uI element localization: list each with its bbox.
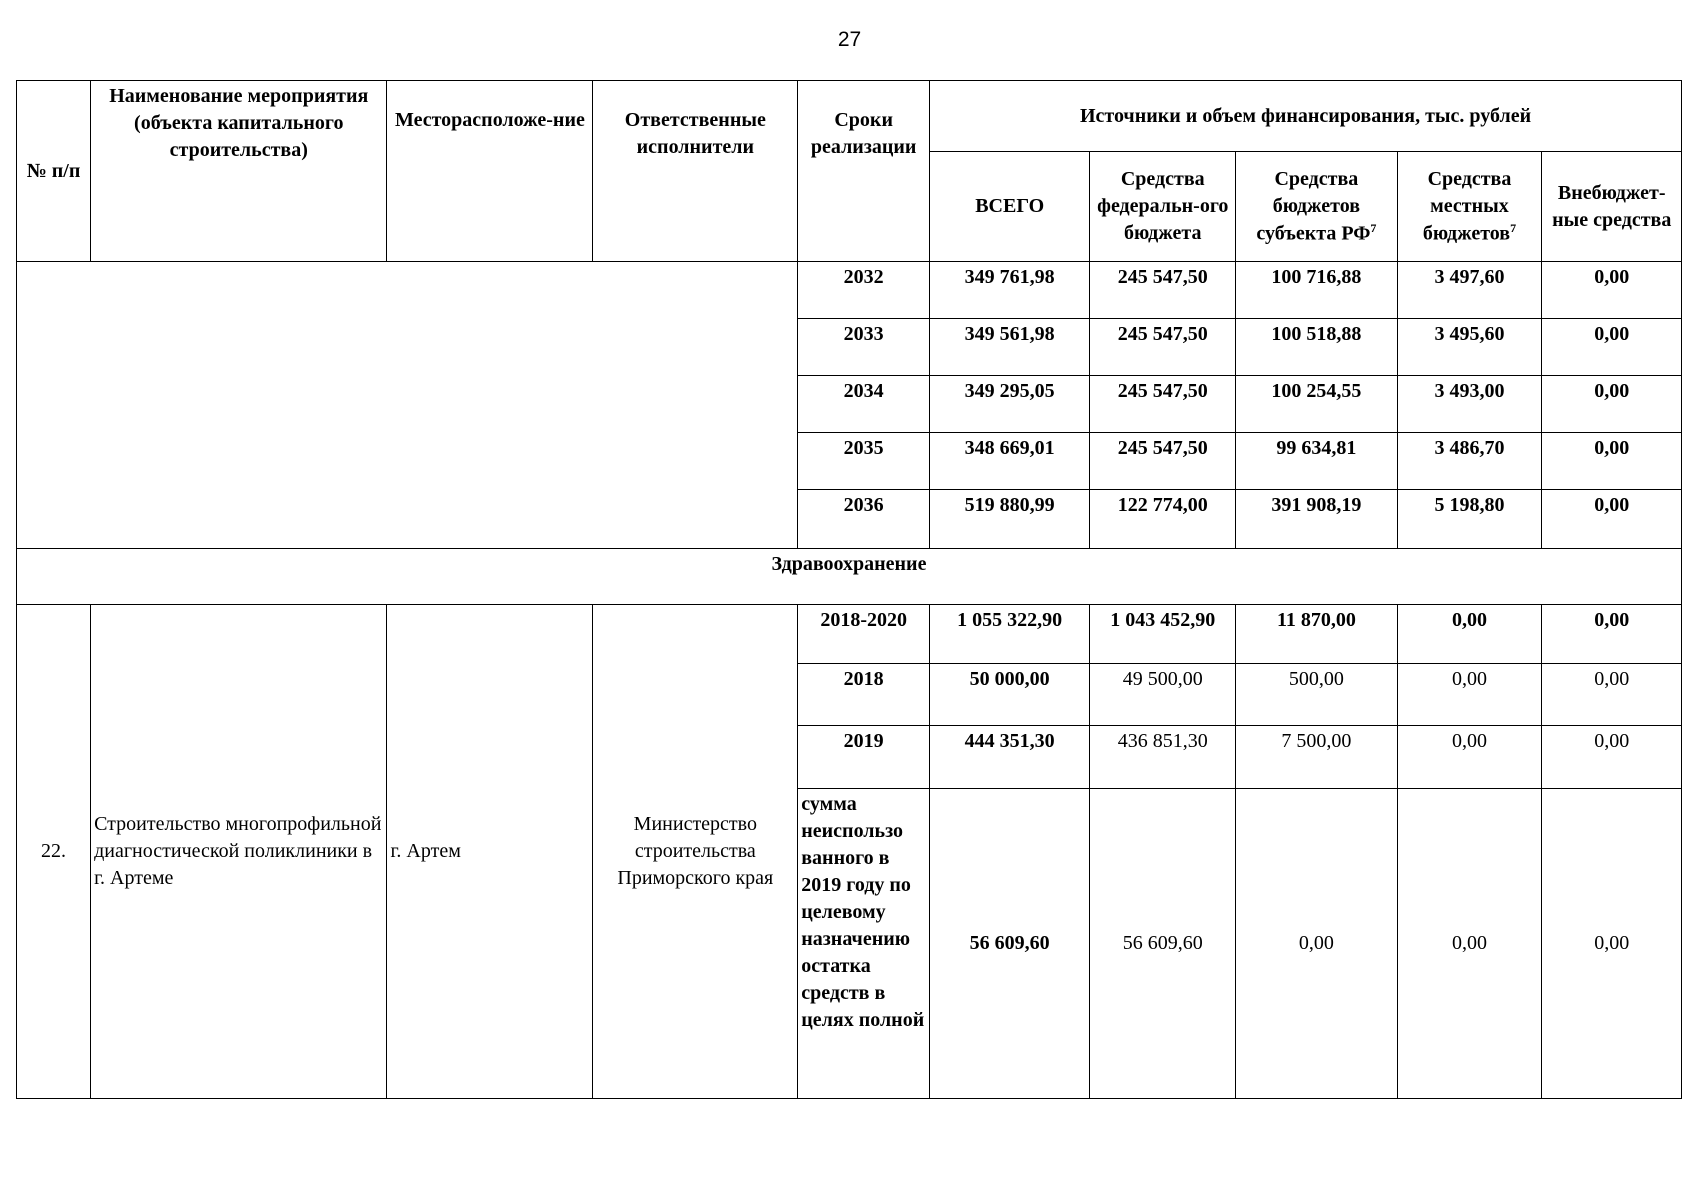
item-name: Строительство многопрофильной диагностической поликлиники в г. Артеме: [91, 605, 387, 1099]
federal-cell: 49 500,00: [1090, 664, 1236, 726]
regional-cell: 500,00: [1236, 664, 1397, 726]
federal-cell: 245 547,50: [1090, 318, 1236, 375]
extra-cell: 0,00: [1542, 262, 1682, 319]
header-period: Сроки реализации: [798, 81, 930, 262]
section-title: Здравоохранение: [17, 548, 1682, 605]
federal-cell: 245 547,50: [1090, 262, 1236, 319]
header-local: Средства местных бюджетов$^7$: [1397, 152, 1542, 262]
item-executor: Министерство строительства Приморского края: [593, 605, 798, 1099]
local-cell: 3 497,60: [1397, 262, 1542, 319]
local-cell: 3 495,60: [1397, 318, 1542, 375]
page-number: 27: [837, 28, 862, 51]
header-federal: Средства федеральн-ого бюджета: [1090, 152, 1236, 262]
total-cell: 444 351,30: [930, 726, 1090, 788]
extra-cell: 0,00: [1542, 664, 1682, 726]
item-number: 22.: [17, 605, 91, 1099]
local-cell: 0,00: [1397, 605, 1542, 664]
header-num: № п/п: [17, 81, 91, 262]
unused-funds-note: сумма неиспользо ванного в 2019 году по целевому назначению остатка средств в целях полной: [798, 788, 930, 1098]
extra-cell: 0,00: [1542, 489, 1682, 548]
year-cell: 2033: [798, 318, 930, 375]
table-row: [17, 262, 1682, 319]
year-cell: 2018: [798, 664, 930, 726]
federal-cell: 56 609,60: [1090, 788, 1236, 1098]
regional-cell: 100 518,88: [1236, 318, 1397, 375]
total-cell: 349 561,98: [930, 318, 1090, 375]
local-cell: 3 493,00: [1397, 375, 1542, 432]
local-cell: 0,00: [1397, 664, 1542, 726]
extra-cell: 0,00: [1542, 375, 1682, 432]
federal-cell: 1 043 452,90: [1090, 605, 1236, 664]
header-extra: Внебюджет-ные средства: [1542, 152, 1682, 262]
regional-cell: 11 870,00: [1236, 605, 1397, 664]
extra-cell: 0,00: [1542, 318, 1682, 375]
regional-cell: 7 500,00: [1236, 726, 1397, 788]
table-row: [17, 605, 1682, 664]
federal-cell: 436 851,30: [1090, 726, 1236, 788]
regional-cell: 391 908,19: [1236, 489, 1397, 548]
extra-cell: 0,00: [1542, 432, 1682, 489]
header-regional: Средства бюджетов субъекта $РФ^7$: [1236, 152, 1397, 262]
total-cell: 349 761,98: [930, 262, 1090, 319]
year-cell: 2035: [798, 432, 930, 489]
extra-cell: 0,00: [1542, 788, 1682, 1098]
regional-cell: 99 634,81: [1236, 432, 1397, 489]
federal-cell: 245 547,50: [1090, 432, 1236, 489]
regional-cell: 100 254,55: [1236, 375, 1397, 432]
local-cell: 0,00: [1397, 726, 1542, 788]
local-cell: 3 486,70: [1397, 432, 1542, 489]
federal-cell: 245 547,50: [1090, 375, 1236, 432]
item-location: г. Артем: [387, 605, 593, 1099]
regional-cell: 0,00: [1236, 788, 1397, 1098]
header-row-1: [17, 81, 1682, 152]
section-row: [17, 548, 1682, 605]
federal-cell: 122 774,00: [1090, 489, 1236, 548]
year-cell: 2034: [798, 375, 930, 432]
local-cell: 0,00: [1397, 788, 1542, 1098]
total-cell: 1 055 322,90: [930, 605, 1090, 664]
year-cell: 2019: [798, 726, 930, 788]
extra-cell: 0,00: [1542, 726, 1682, 788]
year-cell: 2018-2020: [798, 605, 930, 664]
header-total: ВСЕГО: [930, 152, 1090, 262]
regional-cell: 100 716,88: [1236, 262, 1397, 319]
year-cell: 2032: [798, 262, 930, 319]
total-cell: 519 880,99: [930, 489, 1090, 548]
financing-table: [16, 80, 1682, 1099]
continued-merged-cell: [17, 262, 798, 549]
extra-cell: 0,00: [1542, 605, 1682, 664]
local-cell: 5 198,80: [1397, 489, 1542, 548]
header-location: Месторасположе-ние: [387, 81, 593, 262]
header-name: Наименование мероприятия (объекта капитального строительства): [91, 81, 387, 262]
total-cell: 349 295,05: [930, 375, 1090, 432]
total-cell: 56 609,60: [930, 788, 1090, 1098]
year-cell: 2036: [798, 489, 930, 548]
total-cell: 348 669,01: [930, 432, 1090, 489]
header-executors: Ответственные исполнители: [593, 81, 798, 262]
total-cell: 50 000,00: [930, 664, 1090, 726]
header-sources: Источники и объем финансирования, тыс. рублей: [930, 81, 1682, 152]
